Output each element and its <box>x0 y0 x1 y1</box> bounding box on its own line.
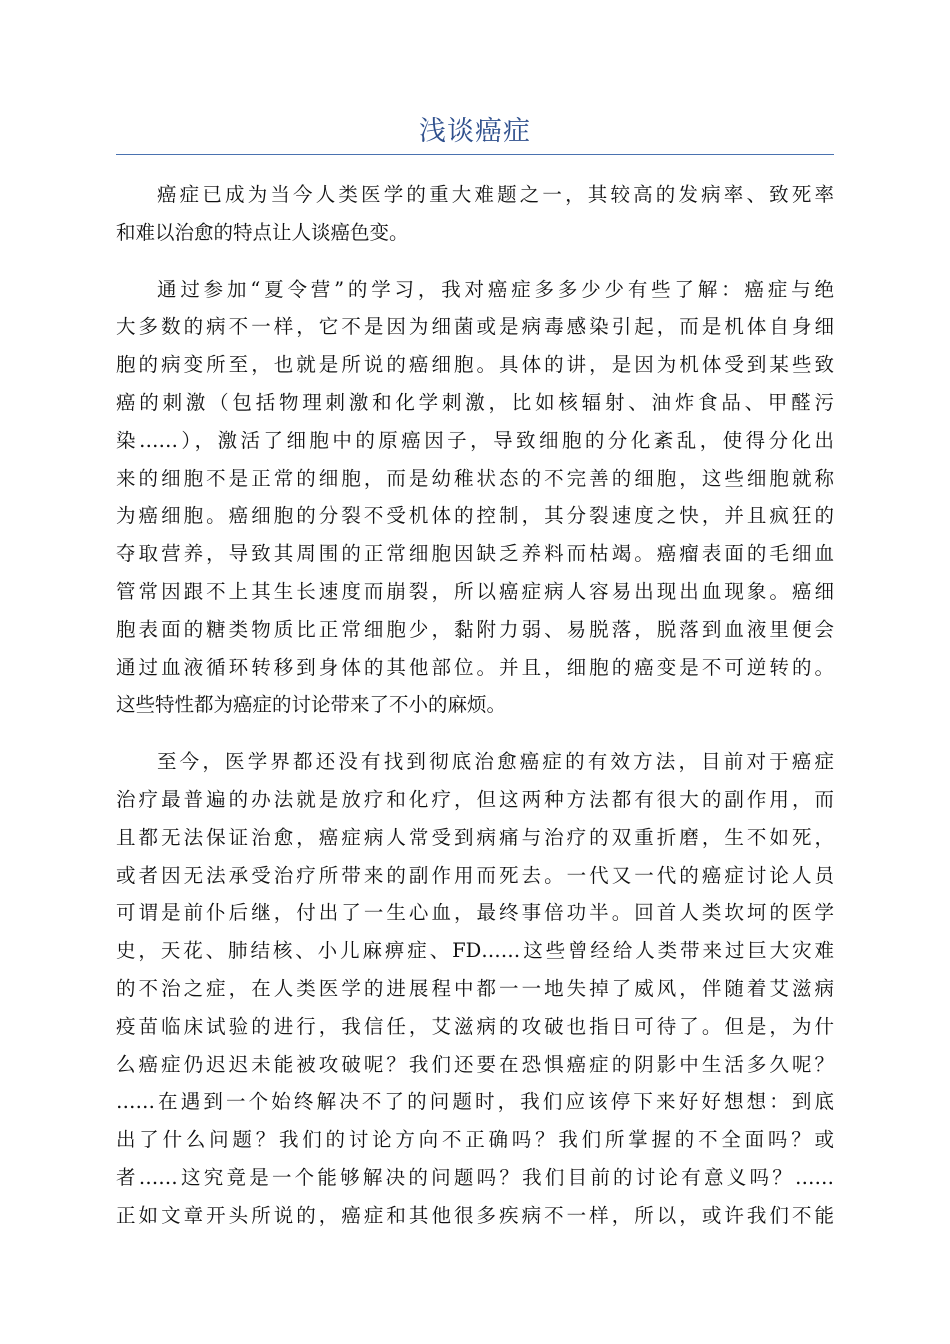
text-line: 且都无法保证治愈，癌症病人常受到病痛与治疗的双重折磨，生不如死， <box>116 825 834 849</box>
text-line: 疫苗临床试验的进行，我信任，艾滋病的攻破也指日可待了。但是，为什 <box>116 1014 834 1038</box>
text-line: 大多数的病不一样，它不是因为细菌或是病毒感染引起，而是机体自身细 <box>116 315 834 339</box>
text-line: 胞的病变所至，也就是所说的癌细胞。具体的讲，是因为机体受到某些致 <box>116 353 834 377</box>
text-line: 么癌症仍迟迟未能被攻破呢？我们还要在恐惧癌症的阴影中生活多久呢？ <box>116 1052 834 1076</box>
text-line: 来的细胞不是正常的细胞，而是幼稚状态的不完善的细胞，这些细胞就称 <box>116 466 834 490</box>
title-underline <box>116 154 834 155</box>
document-title: 浅谈癌症 <box>419 116 531 147</box>
text-line: 通过血液循环转移到身体的其他部位。并且，细胞的癌变是不可逆转的。 <box>116 655 834 679</box>
text-line: ……在遇到一个始终解决不了的问题时，我们应该停下来好好想想：到底 <box>116 1090 834 1114</box>
text-line: 出了什么问题？我们的讨论方向不正确吗？我们所掌握的不全面吗？或 <box>116 1128 834 1152</box>
text-line: 这些特性都为癌症的讨论带来了不小的麻烦。 <box>116 693 507 717</box>
text-line: 夺取营养，导致其周围的正常细胞因缺乏养料而枯竭。癌瘤表面的毛细血 <box>116 542 834 566</box>
text-line: 癌症已成为当今人类医学的重大难题之一，其较高的发病率、致死率 <box>157 183 834 206</box>
text-line: 为癌细胞。癌细胞的分裂不受机体的控制，其分裂速度之快，并且疯狂的 <box>116 504 834 528</box>
paragraph-2 <box>116 271 834 725</box>
document-body <box>116 176 834 1254</box>
text-line: 通过参加“夏令营”的学习，我对癌症多多少少有些了解：癌症与绝 <box>157 277 834 301</box>
text-line: 史，天花、肺结核、小儿麻痹症、FD……这些曾经给人类带来过巨大灾难 <box>116 939 834 963</box>
text-line: 至今，医学界都还没有找到彻底治愈癌症的有效方法，目前对于癌症 <box>157 750 834 774</box>
text-line: 胞表面的糖类物质比正常细胞少，黏附力弱、易脱落，脱落到血液里便会 <box>116 617 834 641</box>
text-line: 正如文章开头所说的，癌症和其他很多疾病不一样，所以，或许我们不能 <box>116 1203 834 1227</box>
text-line: 和难以治愈的特点让人谈癌色变。 <box>116 220 409 244</box>
text-line: 管常因跟不上其生长速度而崩裂，所以癌症病人容易出现出血现象。癌细 <box>116 579 834 603</box>
text-line: 染……），激活了细胞中的原癌因子，导致细胞的分化紊乱，使得分化出 <box>116 428 834 452</box>
text-line: 或者因无法承受治疗所带来的副作用而死去。一代又一代的癌症讨论人员 <box>116 863 834 887</box>
paragraph-3 <box>116 743 834 1234</box>
text-line: 癌的刺激（包括物理刺激和化学刺激，比如核辐射、油炸食品、甲醛污 <box>116 390 834 414</box>
text-line: 的不治之症，在人类医学的进展程中都一一地失掉了威风，伴随着艾滋病 <box>116 976 834 1000</box>
text-line: 可谓是前仆后继，付出了一生心血，最终事倍功半。回首人类坎坷的医学 <box>116 901 834 925</box>
text-line: 治疗最普遍的办法就是放疗和化疗，但这两种方法都有很大的副作用，而 <box>116 787 834 811</box>
paragraph-1 <box>116 176 834 252</box>
text-line: 者……这究竟是一个能够解决的问题吗？我们目前的讨论有意义吗？…… <box>116 1165 834 1189</box>
